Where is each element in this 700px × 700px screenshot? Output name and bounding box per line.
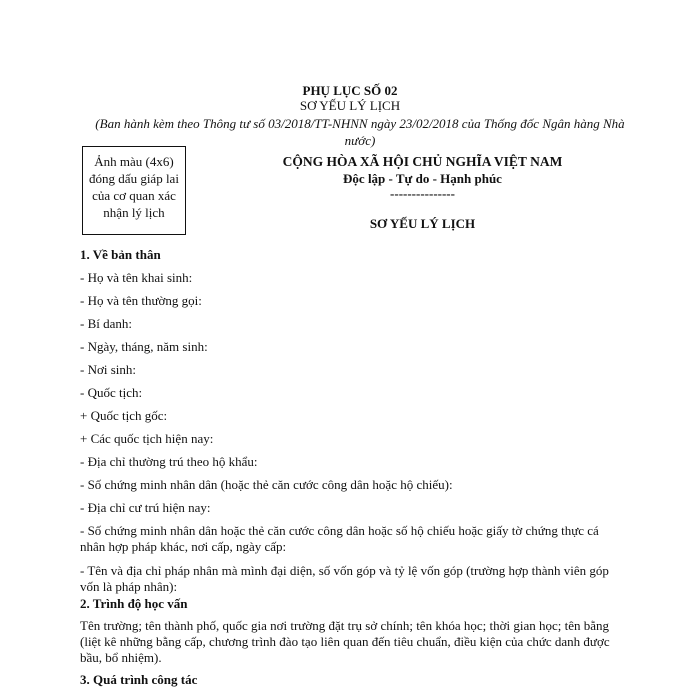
field-original-nationality: + Quốc tịch gốc:: [80, 408, 168, 423]
field-birth-name: - Họ và tên khai sinh:: [80, 270, 193, 285]
field-id-document-details: - Số chứng minh nhân dân hoặc thẻ căn cước công dân hoặc số hộ chiếu hoặc giấy tờ chứng thực cá nhân hợp pháp khác, nơi cấp, ngày cấp:: [80, 523, 599, 554]
field-nationality: - Quốc tịch:: [80, 385, 143, 400]
field-alias: - Bí danh:: [80, 316, 132, 331]
field-permanent-address: - Địa chỉ thường trú theo hộ khẩu:: [80, 454, 258, 469]
field-current-nationalities: + Các quốc tịch hiện nay:: [80, 431, 214, 446]
form-title: SƠ YẾU LÝ LỊCH: [369, 216, 476, 231]
appendix-subtitle: SƠ YẾU LÝ LỊCH: [299, 98, 401, 113]
issuance-note: (Ban hành kèm theo Thông tư số 03/2018/TT-NHNN ngày 23/02/2018 của Thống đốc Ngân hàng Nhà nước): [95, 116, 625, 148]
appendix-title: PHỤ LỤC SỐ 02: [302, 83, 398, 98]
field-id-number: - Số chứng minh nhân dân (hoặc thẻ căn cước công dân hoặc hộ chiếu):: [80, 477, 453, 492]
motto-underline-dashes: ---------------: [390, 186, 455, 201]
field-current-residence: - Địa chỉ cư trú hiện nay:: [80, 500, 211, 515]
section-heading-personal: 1. Về bản thân: [80, 247, 161, 262]
field-place-of-birth: - Nơi sinh:: [80, 362, 136, 377]
photo-placeholder-text: Ảnh màu (4x6) đóng dấu giáp lai của cơ quan xác nhận lý lịch: [89, 154, 179, 220]
country-name: CỘNG HÒA XÃ HỘI CHỦ NGHĨA VIỆT NAM: [282, 154, 563, 169]
section-heading-education: 2. Trình độ học vấn: [80, 596, 188, 611]
national-motto: Độc lập - Tự do - Hạnh phúc: [343, 171, 502, 186]
field-common-name: - Họ và tên thường gọi:: [80, 293, 202, 308]
section-heading-work-history: 3. Quá trình công tác: [80, 672, 198, 687]
photo-placeholder-box: [82, 146, 186, 235]
field-legal-entity-representation: - Tên và địa chỉ pháp nhân mà mình đại diện, số vốn góp và tỷ lệ vốn góp (trường hợp thành viên góp vốn là pháp nhân):: [80, 563, 609, 594]
education-description: Tên trường; tên thành phố, quốc gia nơi trường đặt trụ sở chính; tên khóa học; thời gian học; tên bằng (liệt kê những bằng cấp, chương trình đào tạo liên quan đến tiêu chuẩn, điều kiện của chức danh được bầu, bổ nhiệm).: [80, 618, 610, 665]
field-date-of-birth: - Ngày, tháng, năm sinh:: [80, 339, 208, 354]
